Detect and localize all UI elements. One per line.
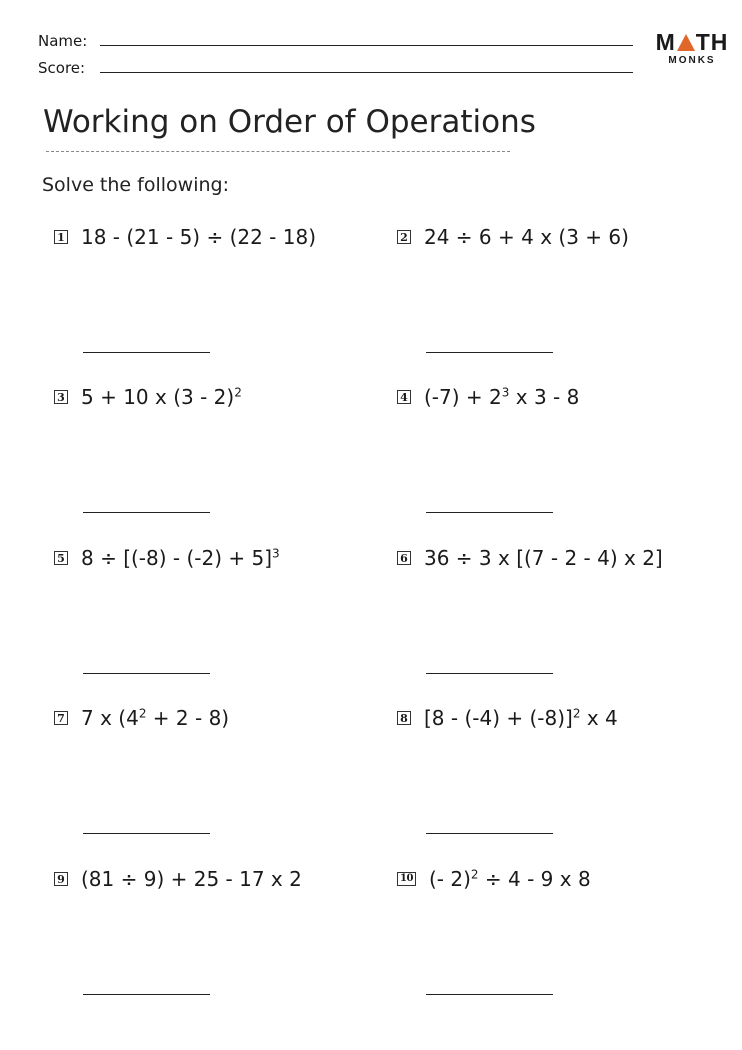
expression-text: + 2 - 8) [146,706,230,730]
problem-expression [424,706,618,730]
problem-expression [81,225,316,249]
logo-text-left: M [655,29,676,55]
expression-text: x 3 - 8 [509,385,580,409]
exponent: 2 [234,385,242,400]
problem-6 [397,546,663,570]
problem-9 [54,867,302,891]
expression-text: [8 - (-4) + (-8)] [424,706,573,730]
problem-number: 7 [54,711,68,725]
problem-1 [54,225,316,249]
expression-text: ÷ 4 - 9 x 8 [478,867,591,891]
answer-line[interactable] [426,833,553,834]
answer-line[interactable] [83,833,210,834]
problem-expression [81,706,229,730]
problem-expression [424,546,663,570]
problem-8 [397,706,618,730]
name-label: Name: [38,32,88,50]
answer-line[interactable] [83,673,210,674]
expression-text: 24 ÷ 6 + 4 x (3 + 6) [424,225,629,249]
answer-line[interactable] [426,352,553,353]
problem-number: 2 [397,230,411,244]
score-field[interactable] [100,72,633,73]
logo-subtext: MONKS [668,55,716,66]
problem-5 [54,546,280,570]
exponent: 3 [272,546,280,561]
expression-text: x 4 [580,706,618,730]
expression-text: 5 + 10 x (3 - 2) [81,385,235,409]
exponent: 2 [572,706,581,721]
problem-expression [81,385,242,409]
expression-text: (- 2) [429,867,471,891]
expression-text: (81 ÷ 9) + 25 - 17 x 2 [81,867,302,891]
problem-4 [397,385,579,409]
expression-text: (-7) + 2 [424,385,502,409]
problem-10 [397,867,591,891]
problem-2 [397,225,629,249]
problem-expression [424,385,579,409]
logo-text-right: TH [695,29,729,55]
answer-line[interactable] [83,512,210,513]
problem-expression [81,546,280,570]
title-divider [46,151,510,152]
problem-number: 5 [54,551,68,565]
expression-text: 8 ÷ [(-8) - (-2) + 5] [81,546,273,570]
math-monks-logo [655,29,729,66]
problem-expression [81,867,302,891]
problem-number: 8 [397,711,411,725]
expression-text: 36 ÷ 3 x [(7 - 2 - 4) x 2] [424,546,663,570]
score-label: Score: [38,59,86,77]
answer-line[interactable] [426,994,553,995]
problem-3 [54,385,242,409]
problem-expression [424,225,629,249]
exponent: 3 [501,385,510,400]
exponent: 2 [138,706,147,721]
problem-number: 4 [397,390,411,404]
answer-line[interactable] [426,512,553,513]
worksheet-title: Working on Order of Operations [43,104,536,140]
problem-number: 9 [54,872,68,886]
answer-line[interactable] [426,673,553,674]
answer-line[interactable] [83,994,210,995]
answer-line[interactable] [83,352,210,353]
logo-triangle-icon [677,34,695,51]
problem-number: 3 [54,390,68,404]
expression-text: 7 x (4 [81,706,139,730]
problem-expression [429,867,591,891]
instructions: Solve the following: [42,174,229,196]
name-field[interactable] [100,45,633,46]
problem-number: 6 [397,551,411,565]
expression-text: 18 - (21 - 5) ÷ (22 - 18) [81,225,316,249]
problem-number: 1 [54,230,68,244]
exponent: 2 [470,867,479,882]
problem-7 [54,706,229,730]
problem-number: 10 [397,872,416,886]
